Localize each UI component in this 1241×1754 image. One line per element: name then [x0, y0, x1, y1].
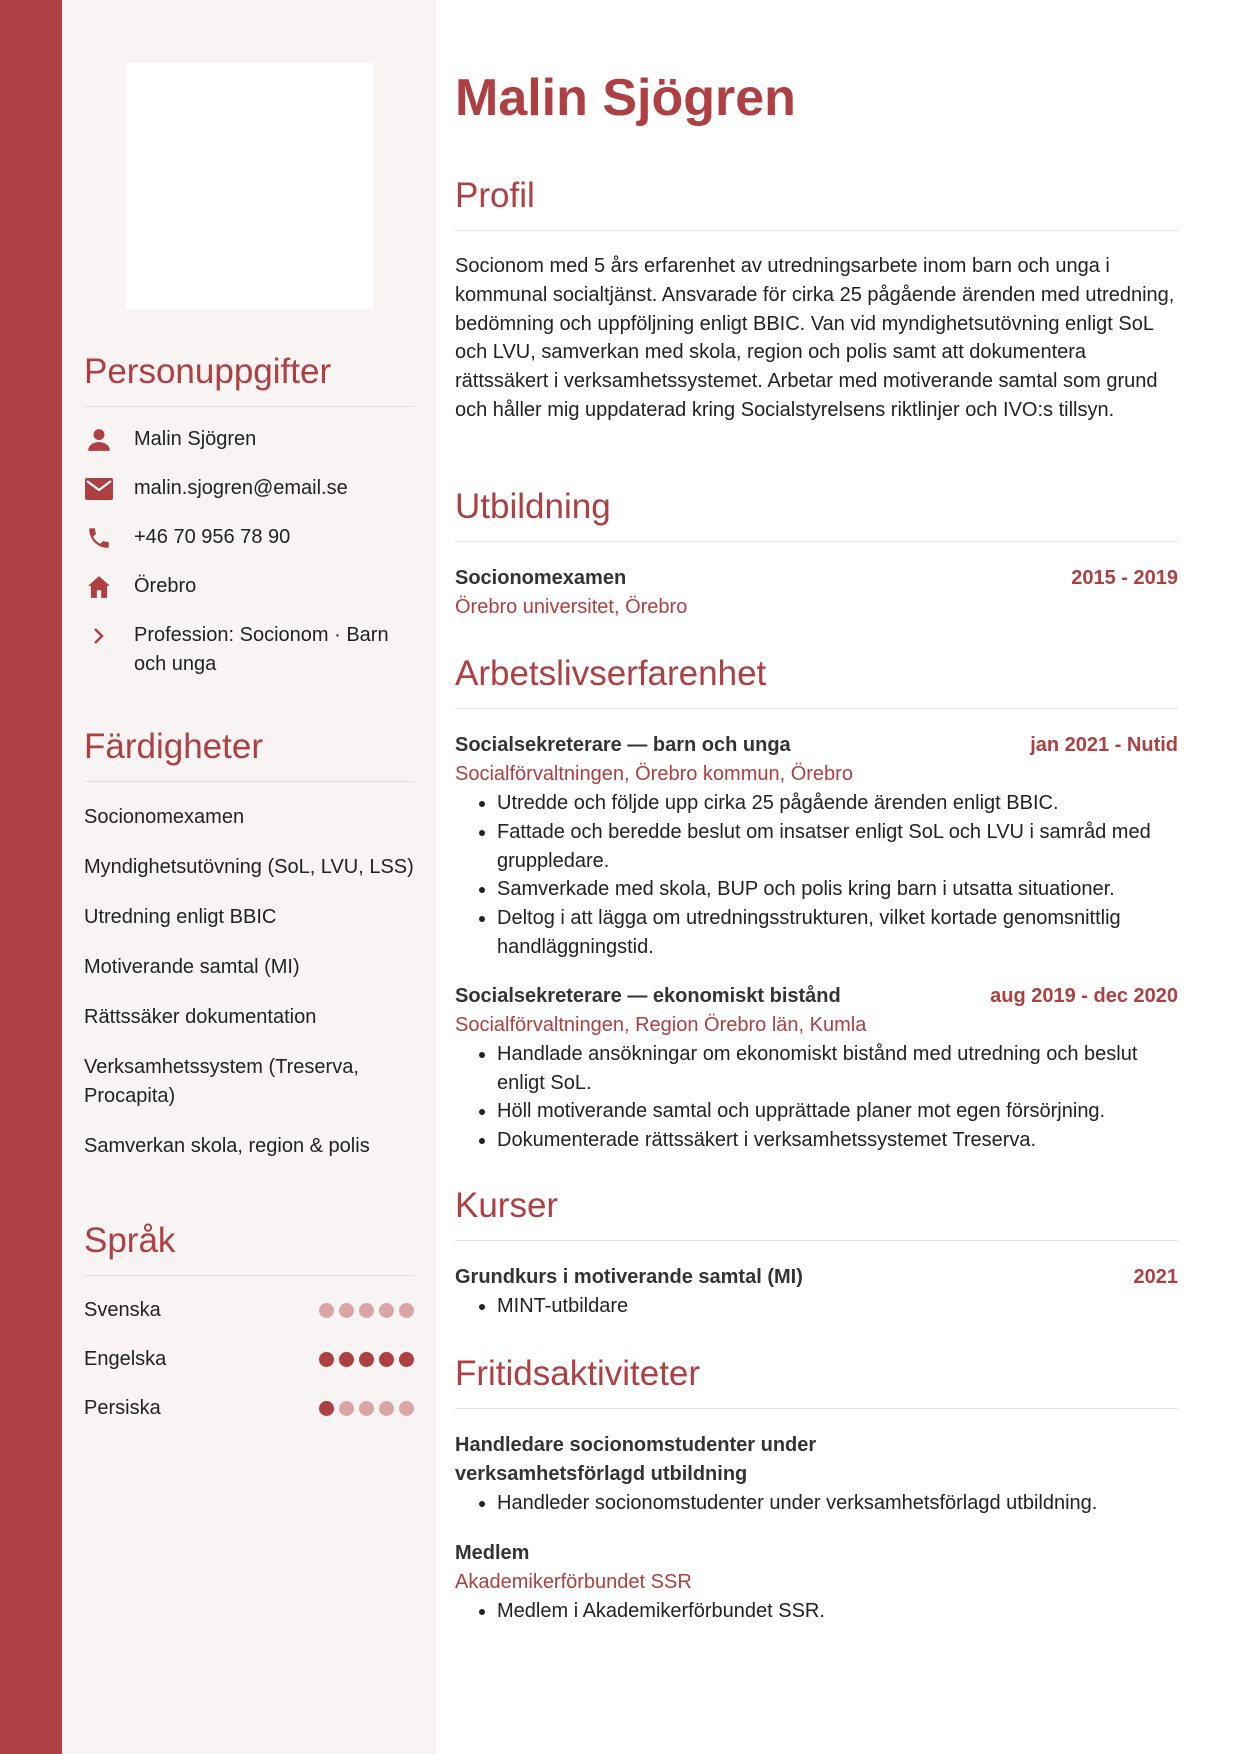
courses-section: [455, 1186, 1178, 1321]
sidebar: [62, 0, 436, 1754]
experience-entry: [455, 982, 1178, 1155]
entry-title: Medlem: [455, 1541, 530, 1564]
leisure-heading: Fritidsaktiviteter: [455, 1354, 1178, 1409]
entry-title: Handledare socionomstudenter under verksamhetsförlagd utbildning: [455, 1434, 817, 1485]
language-row: [84, 1345, 414, 1374]
level-dot-empty: [359, 1401, 374, 1416]
education-entry: [455, 564, 1178, 622]
contact-profession: Profession: Socionom · Barn och unga: [134, 624, 389, 675]
bullet-item: • Dokumenterade rättssäkert i verksamhetssystemet Treserva.: [497, 1126, 1178, 1155]
skill-item: Rättssäker dokumentation: [84, 1006, 317, 1028]
bullet-item: • Fattade och beredde beslut om insatser enligt SoL och LVU i samråd med gruppledare.: [497, 818, 1178, 876]
courses-heading: Kurser: [455, 1186, 1178, 1241]
language-level-dots: [319, 1401, 414, 1416]
contact-row-profession: [84, 621, 414, 679]
skill-item: Verksamhetssystem (Treserva, Procapita): [84, 1056, 359, 1107]
profile-photo: [126, 63, 374, 309]
entry-date: 2015 - 2019: [1071, 567, 1178, 589]
level-dot-filled: [379, 1352, 394, 1367]
skills-section: [84, 727, 414, 1161]
level-dot-filled: [399, 1352, 414, 1367]
entry-subtitle: Akademikerförbundet SSR: [455, 1570, 692, 1593]
language-level-dots: [319, 1352, 414, 1367]
profile-section: [455, 176, 1178, 425]
language-name: Engelska: [84, 1348, 167, 1370]
bullet-list: [455, 789, 1178, 962]
bullet-list: [455, 1292, 1178, 1321]
education-section: [455, 487, 1178, 622]
level-dot-empty: [399, 1401, 414, 1416]
skill-item: Myndighetsutövning (SoL, LVU, LSS): [84, 856, 414, 878]
bullet-item: • Utredde och följde upp cirka 25 pågående ärenden enligt BBIC.: [497, 789, 1178, 818]
level-dot-empty: [379, 1401, 394, 1416]
language-row: [84, 1296, 414, 1325]
contact-row-email: [84, 474, 414, 503]
contact-row-city: [84, 572, 414, 601]
personal-info-heading: Personuppgifter: [84, 352, 414, 407]
level-dot-empty: [339, 1303, 354, 1318]
bullet-item: • Medlem i Akademikerförbundet SSR.: [497, 1597, 1178, 1626]
level-dot-empty: [379, 1303, 394, 1318]
skill-item: Socionomexamen: [84, 806, 245, 828]
level-dot-empty: [399, 1303, 414, 1318]
entry-date: 2021: [1133, 1266, 1178, 1288]
bullet-item: • Deltog i att lägga om utredningsstrukturen, vilket kortade genomsnittlig handläggningstid.: [497, 904, 1178, 962]
home-icon: [84, 572, 114, 601]
entry-title: Socionomexamen: [455, 567, 627, 589]
level-dot-filled: [359, 1352, 374, 1367]
entry-title: Socialsekreterare — barn och unga: [455, 734, 791, 756]
phone-icon: [84, 523, 114, 552]
leisure-entry: [455, 1539, 1178, 1626]
level-dot-empty: [319, 1303, 334, 1318]
languages-section: [84, 1221, 414, 1423]
language-name: Persiska: [84, 1397, 161, 1419]
entry-date: aug 2019 - dec 2020: [990, 984, 1178, 1007]
entry-title: Grundkurs i motiverande samtal (MI): [455, 1266, 803, 1288]
education-heading: Utbildning: [455, 487, 1178, 542]
experience-heading: Arbetslivserfarenhet: [455, 654, 1178, 709]
entry-subtitle: Socialförvaltningen, Örebro kommun, Örebro: [455, 763, 853, 785]
contact-row-phone: [84, 523, 414, 552]
bullet-list: [455, 1597, 1178, 1626]
leisure-section: [455, 1354, 1178, 1626]
entry-date: jan 2021 - Nutid: [1030, 734, 1178, 756]
contact-row-name: [84, 425, 414, 454]
contact-email[interactable]: malin.sjogren@email.se: [134, 477, 348, 499]
bullet-list: [455, 1040, 1178, 1155]
chevron-right-icon: [84, 621, 114, 650]
skill-item: Motiverande samtal (MI): [84, 956, 300, 978]
accent-bar: [0, 0, 62, 1754]
level-dot-filled: [339, 1352, 354, 1367]
level-dot-filled: [319, 1401, 334, 1416]
skills-heading: Färdigheter: [84, 727, 414, 782]
level-dot-filled: [319, 1352, 334, 1367]
profile-text: Socionom med 5 års erfarenhet av utredningsarbete inom barn och unga i kommunal socialtjänst. Ansvarade för cirka 25 pågående ärenden med utredning, bedömning och uppföljning enligt BBIC. Van vid myndighetsutövning enligt SoL och LVU, samverkan med skola, region och polis samt att dokumentera rättssäkert i verksamhetssystemet. Arbetar med motiverande samtal som grund och håller mig uppdaterad kring Socialstyrelsens riktlinjer och IVO:s tillsyn.: [455, 255, 1175, 421]
language-level-dots: [319, 1303, 414, 1318]
entry-title: Socialsekreterare — ekonomiskt bistånd: [455, 984, 841, 1007]
email-icon: [84, 474, 114, 503]
contact-phone[interactable]: +46 70 956 78 90: [134, 526, 291, 548]
language-row: [84, 1394, 414, 1423]
skill-item: Utredning enligt BBIC: [84, 906, 277, 928]
language-name: Svenska: [84, 1299, 161, 1321]
level-dot-empty: [359, 1303, 374, 1318]
contact-city: Örebro: [134, 575, 197, 597]
entry-subtitle: Socialförvaltningen, Region Örebro län, Kumla: [455, 1013, 867, 1036]
bullet-list: [455, 1489, 1178, 1518]
entry-subtitle: Örebro universitet, Örebro: [455, 596, 688, 618]
skill-item: Samverkan skola, region & polis: [84, 1135, 370, 1157]
level-dot-empty: [339, 1401, 354, 1416]
personal-info-section: [84, 352, 414, 679]
experience-section: [455, 654, 1178, 1155]
profile-heading: Profil: [455, 176, 1178, 231]
course-entry: [455, 1263, 1178, 1321]
bullet-item: • Samverkade med skola, BUP och polis kring barn i utsatta situationer.: [497, 875, 1178, 904]
bullet-item: • Handlade ansökningar om ekonomiskt bistånd med utredning och beslut enligt SoL.: [497, 1040, 1178, 1098]
bullet-item: • Handleder socionomstudenter under verksamhetsförlagd utbildning.: [497, 1489, 1178, 1518]
leisure-entry: [455, 1431, 1178, 1518]
experience-entry: [455, 731, 1178, 962]
candidate-name: Malin Sjögren: [455, 69, 796, 127]
person-icon: [84, 425, 114, 454]
bullet-item: • Höll motiverande samtal och upprättade planer mot egen försörjning.: [497, 1097, 1178, 1126]
bullet-item: • MINT-utbildare: [497, 1292, 1178, 1321]
contact-name: Malin Sjögren: [134, 428, 257, 450]
languages-heading: Språk: [84, 1221, 414, 1276]
